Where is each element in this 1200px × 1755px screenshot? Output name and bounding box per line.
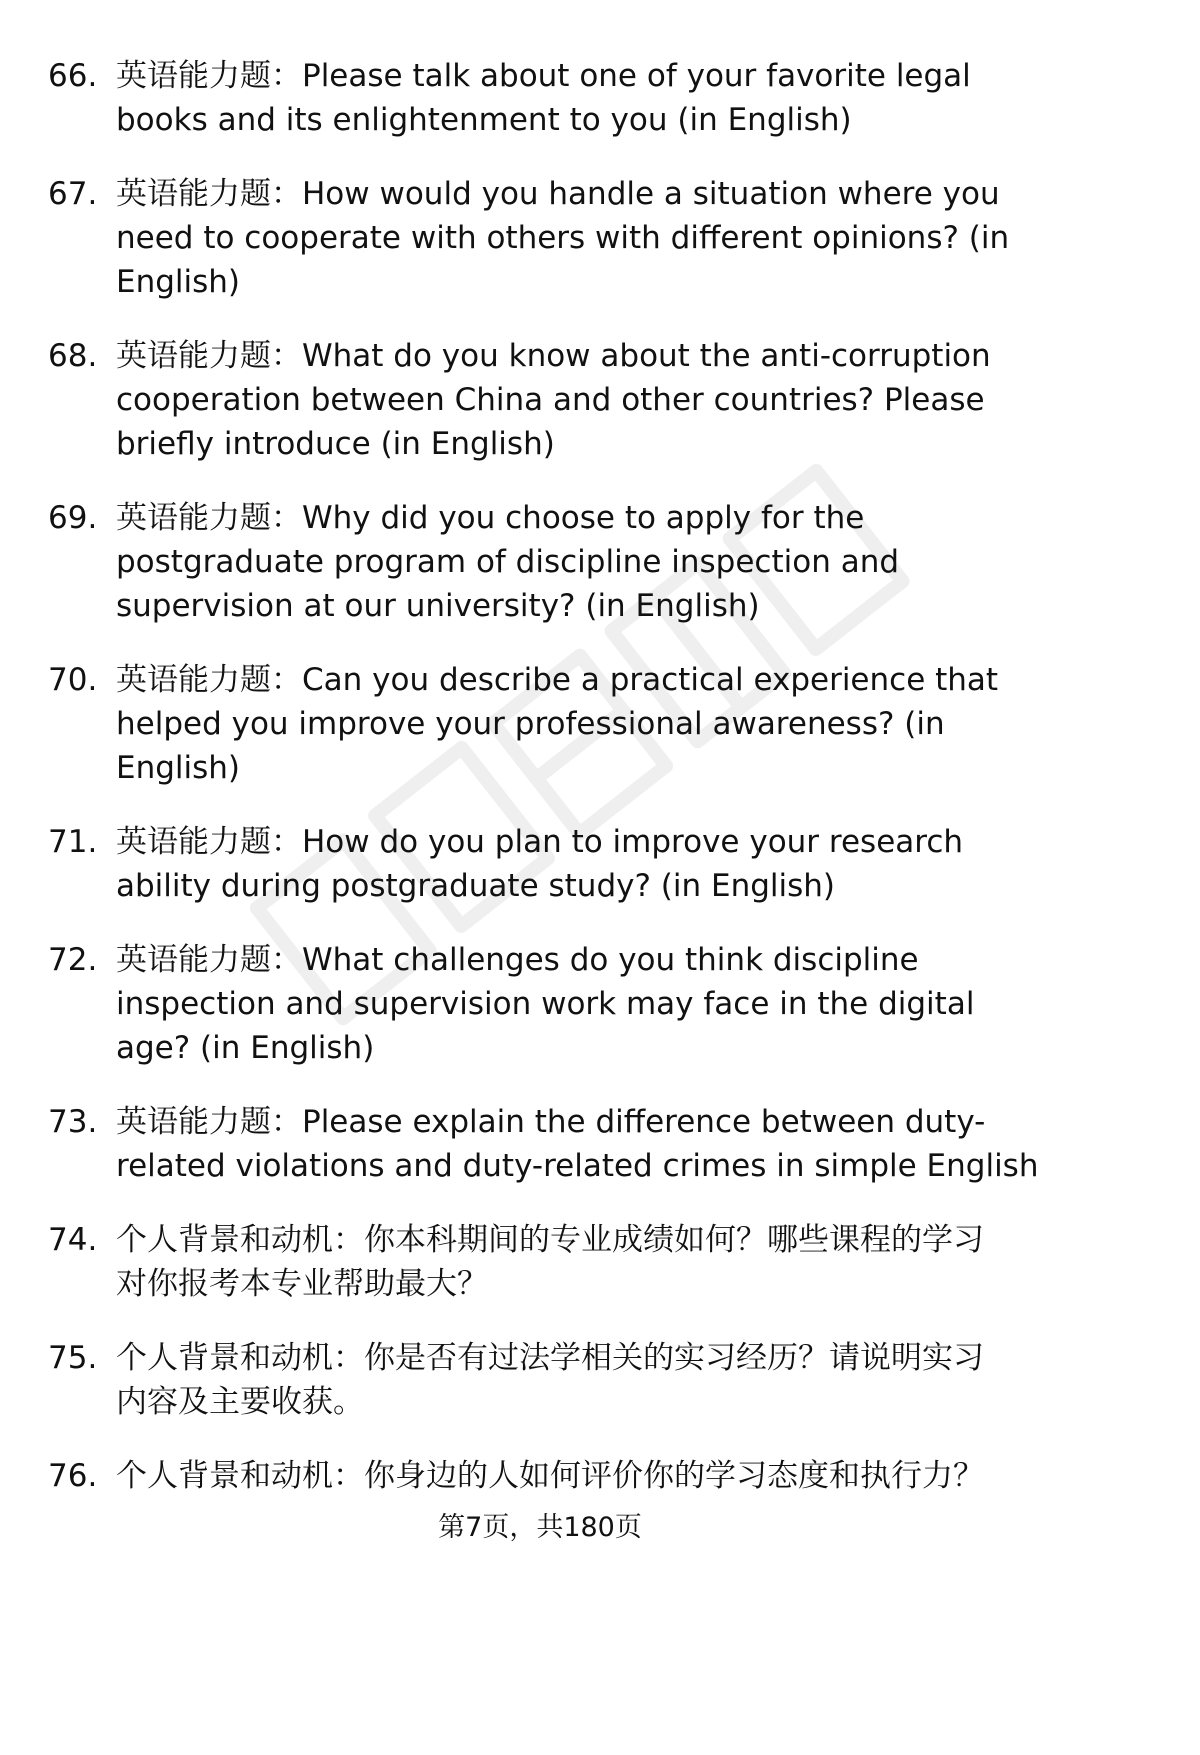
question-line: 英语能力题：Can you describe a practical experience that	[116, 662, 999, 698]
question-number: 70.	[48, 662, 98, 698]
question-line: English)	[116, 264, 241, 300]
question-text	[116, 1100, 1039, 1188]
question-number: 71.	[48, 824, 98, 860]
question-number: 74.	[48, 1222, 98, 1258]
question-line: 内容及主要收获。	[116, 1384, 364, 1420]
question-text	[116, 496, 1036, 628]
question-number: 75.	[48, 1340, 98, 1376]
question-number: 73.	[48, 1104, 98, 1140]
question-line: ability during postgraduate study? (in English)	[116, 868, 836, 904]
question-line: 个人背景和动机：你是否有过法学相关的实习经历？请说明实习	[116, 1340, 984, 1376]
page-number-label: 第7页，共180页	[438, 1512, 642, 1543]
question-text	[116, 938, 1036, 1070]
question-line: postgraduate program of discipline inspection and	[116, 544, 900, 580]
question-number: 76.	[48, 1458, 98, 1494]
question-text	[116, 54, 1036, 142]
question-line: 对你报考本专业帮助最大？	[116, 1266, 488, 1302]
question-number: 69.	[48, 500, 98, 536]
question-number: 68.	[48, 338, 98, 374]
question-line: 英语能力题：What challenges do you think discipline	[116, 942, 919, 978]
question-line: helped you improve your professional awareness? (in	[116, 706, 945, 742]
question-line: inspection and supervision work may face in the digital	[116, 986, 975, 1022]
question-line: briefly introduce (in English)	[116, 426, 555, 462]
question-line: 个人背景和动机：你本科期间的专业成绩如何？哪些课程的学习	[116, 1222, 984, 1258]
question-line: 英语能力题：Please explain the difference between duty-	[116, 1104, 986, 1140]
question-number: 72.	[48, 942, 98, 978]
question-line: cooperation between China and other countries? Please	[116, 382, 985, 418]
question-line: need to cooperate with others with different opinions? (in	[116, 220, 1010, 256]
question-line: supervision at our university? (in English)	[116, 588, 760, 624]
question-text	[116, 1336, 1036, 1424]
question-line: books and its enlightenment to you (in English)	[116, 102, 852, 138]
question-text	[116, 172, 1036, 304]
question-line: 英语能力题：Why did you choose to apply for the	[116, 500, 865, 536]
question-number: 66.	[48, 58, 98, 94]
question-line: 英语能力题：How do you plan to improve your research	[116, 824, 964, 860]
question-line: 个人背景和动机：你身边的人如何评价你的学习态度和执行力？	[116, 1458, 984, 1494]
page-footer	[0, 1508, 1080, 1548]
question-line: 英语能力题：Please talk about one of your favorite legal	[116, 58, 971, 94]
question-line: 英语能力题：What do you know about the anti-corruption	[116, 338, 991, 374]
question-text	[116, 1218, 1036, 1306]
question-line: English)	[116, 750, 241, 786]
question-text	[116, 334, 1036, 466]
question-line: age? (in English)	[116, 1030, 375, 1066]
question-line: 英语能力题：How would you handle a situation where you	[116, 176, 1000, 212]
question-line: related violations and duty-related crimes in simple English	[116, 1148, 1039, 1184]
question-text	[116, 1454, 1036, 1498]
question-text	[116, 658, 1036, 790]
question-text	[116, 820, 1036, 908]
question-number: 67.	[48, 176, 98, 212]
